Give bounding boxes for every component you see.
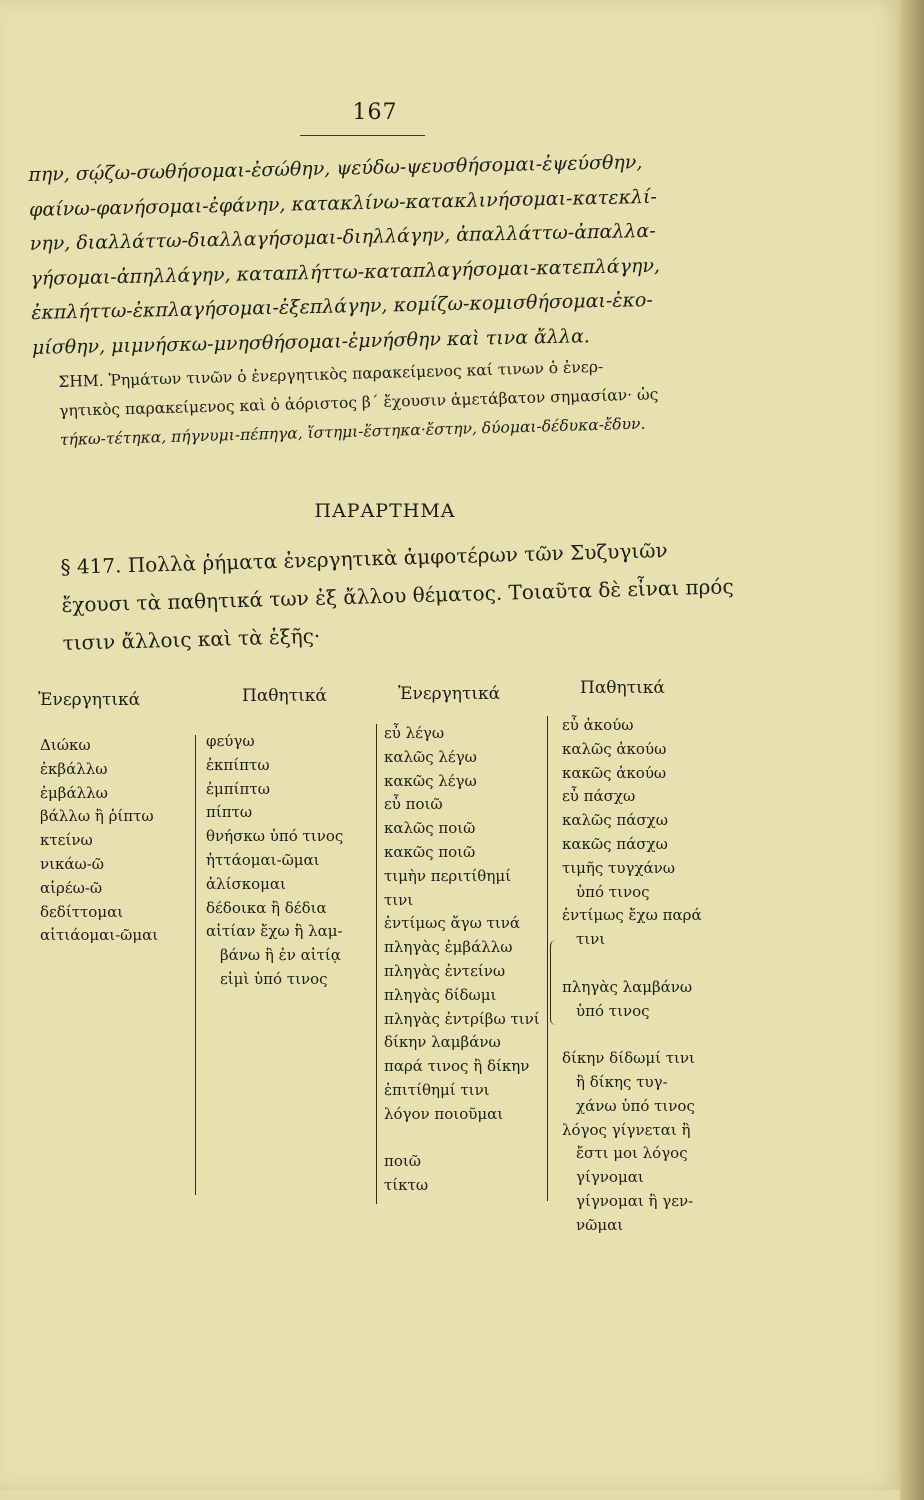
column-passive-2 [562,714,702,1238]
column-active-1 [40,734,158,948]
note-line: γητικὸς παρακείμενος καὶ ὁ ἀόριστος β΄ ἔχουσιν ἀμετάβατον σημασίαν· ὡς [58,385,659,420]
paragraph-line: γήσομαι-ἀπηλλάγην, καταπλήττω-καταπλαγήσομαι-κατεπλάγην, [30,254,661,290]
list-item: κακῶς πάσχω [562,834,668,853]
list-item: εἰμὶ ὑπό τινος [220,969,328,988]
list-item: νῶμαι [576,1215,624,1234]
header-active-2: Ἐνεργητικά [398,684,501,704]
list-item: δεδίττομαι [40,902,124,921]
list-item: ἁλίσκομαι [206,874,286,893]
page-number: 167 [352,100,398,125]
paragraph-line: φαίνω-φανήσομαι-ἐφάνην, κατακλίνω-κατακλινήσομαι-κατεκλί- [28,185,658,221]
list-item: ὑπό τινος [576,882,650,901]
list-item: καλῶς ποιῶ [384,819,476,838]
column-rule [376,724,377,1204]
list-item: ἢ δίκης τυγ- [576,1072,668,1091]
list-item: δίκην δίδωμί τινι [562,1049,695,1068]
list-item [562,1023,702,1047]
list-item: ἐπιτίθημί τινι [384,1080,490,1099]
list-item: πληγὰς δίδωμι [384,985,497,1004]
list-item: ἐμπίπτω [206,779,270,798]
page-number-rule [300,135,425,136]
list-item: πληγὰς ἐντείνω [384,961,506,980]
header-passive-2: Παθητικά [580,678,665,698]
list-item: ἐκπίπτω [206,755,270,774]
list-item: δίκην λαμβάνω [384,1033,501,1052]
list-item: παρά τινος ἢ δίκην [384,1057,530,1076]
page-edge [900,0,924,1500]
list-item: τιμῆς τυγχάνω [562,858,676,877]
list-item: τίκτω [384,1176,429,1195]
list-item: δέδοικα ἢ δέδια [206,898,327,917]
list-item: τιμὴν περιτίθημί [384,866,511,885]
list-item: καλῶς πάσχω [562,811,668,830]
list-item: αἰτιάομαι-ῶμαι [40,926,159,945]
list-item: φεύγω [206,732,255,750]
list-item: γίγνομαι ἢ γεν- [576,1191,694,1210]
list-item: εὖ ἀκούω [562,716,634,734]
list-item: πίπτω [206,803,253,822]
list-item: λόγον ποιοῦμαι [384,1104,504,1123]
section-line: ἔχουσι τὰ παθητικά των ἐξ ἄλλου θέματος. Τοιαῦτα δὲ εἶναι πρός [61,574,734,617]
list-item: εὖ ποιῶ [384,795,443,814]
column-active-2 [384,722,540,1198]
list-item: εὖ λέγω [384,724,445,742]
list-item: χάνω ὑπό τινος [576,1096,695,1115]
bracket [550,940,559,1025]
list-item: βάνω ἢ ἐν αἰτίᾳ [220,946,341,965]
column-rule [195,735,196,1195]
note-line: τήκω-τέτηκα, πήγνυμι-πέπηγα, ἵστημι-ἕστηκα·ἔστην, δύομαι-δέδυκα-ἔδυν. [59,414,646,449]
list-item: ἐμβάλλω [40,783,108,802]
list-item: νικάω-ῶ [40,854,105,873]
paragraph-line: μίσθην, μιμνήσκω-μνησθήσομαι-ἐμνήσθην καὶ τινα ἄλλα. [31,324,591,359]
paragraph-line: ἐκπλήττω-ἐκπλαγήσομαι-ἐξεπλάγην, κομίζω-κομισθήσομαι-ἐκο- [31,288,654,324]
list-item: ἐντίμως ἄγω τινά [384,914,521,933]
list-item: ἐντίμως ἔχω παρά [562,906,702,925]
list-item: ἡττάομαι-ῶμαι [206,850,320,869]
list-item: ἔστι μοι λόγος [576,1144,688,1163]
column-rule [547,716,548,1201]
header-active-1: Ἐνεργητικά [38,690,141,710]
column-passive-1 [206,730,343,992]
section-417 [60,530,734,662]
list-item: καλῶς λέγω [384,747,477,766]
list-item: αἱρέω-ῶ [40,878,103,897]
list-item: ἐκβάλλω [40,759,108,778]
list-item: κακῶς ποιῶ [384,842,476,861]
list-item [562,952,702,976]
appendix-title: ΠΑΡΑΡΤΗΜΑ [314,500,456,522]
section-line: § 417. Πολλὰ ῥήματα ἐνεργητικὰ ἀμφοτέρων τῶν Συζυγιῶν [60,538,668,579]
list-item: τινι [384,890,414,909]
list-item: κακῶς ἀκούω [562,763,667,782]
note-line: ΣΗΜ. Ῥημάτων τινῶν ὁ ἐνεργητικὸς παρακείμενος καί τινων ὁ ἐνερ- [58,357,604,391]
list-item: αἰτίαν ἔχω ἢ λαμ- [206,922,343,941]
list-item: εὖ πάσχω [562,787,636,806]
list-item: πληγὰς λαμβάνω [562,977,693,996]
list-item: καλῶς ἀκούω [562,739,667,758]
list-item: ὑπό τινος [576,1001,650,1020]
list-item: βάλλω ἢ ῥίπτω [40,807,154,826]
note-paragraph [58,350,720,455]
list-item: Διώκω [40,736,91,754]
list-item: πληγὰς ἐμβάλλω [384,938,513,957]
paragraph-line: νην, διαλλάττω-διαλλαγήσομαι-διηλλάγην, ἀπαλλάττω-ἀπαλλα- [29,219,656,255]
list-item: κακῶς λέγω [384,771,477,790]
verb-list-paragraph [28,144,722,365]
list-item: γίγνομαι [576,1168,644,1187]
paragraph-line: πην, σῴζω-σωθήσομαι-ἐσώθην, ψεύδω-ψευσθήσομαι-ἐψεύσθην, [28,151,643,186]
list-item: ποιῶ [384,1152,422,1171]
list-item: κτείνω [40,831,93,850]
list-item: τινι [576,930,606,949]
list-item: πληγὰς ἐντρίβω τινί [384,1009,540,1028]
list-item [384,1127,540,1151]
list-item: λόγος γίγνεται ἢ [562,1120,691,1139]
section-line: τισιν ἄλλοις καὶ τὰ ἑξῆς· [62,623,321,655]
header-passive-1: Παθητικά [242,686,327,706]
list-item: θνήσκω ὑπό τινος [206,827,344,846]
